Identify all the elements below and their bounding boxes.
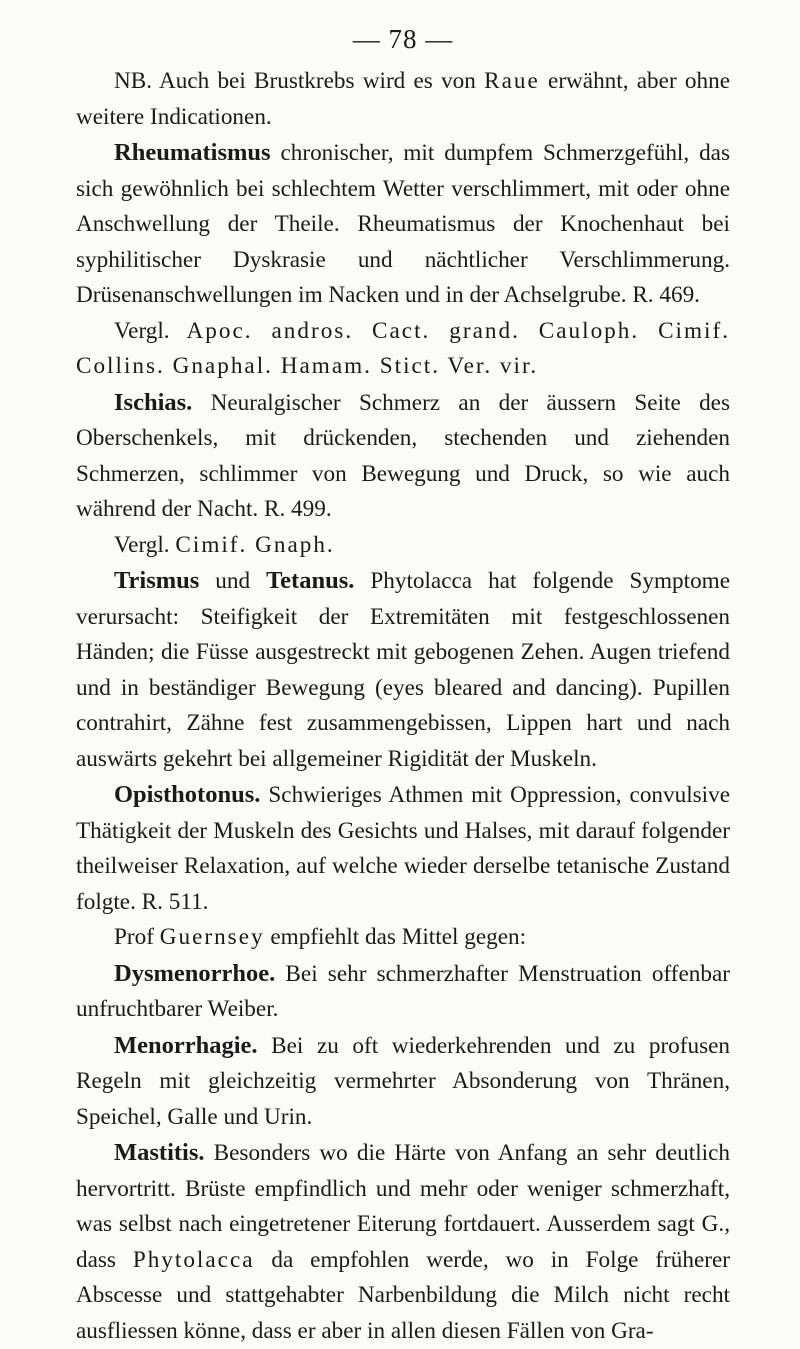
paragraph-text: Phytolacca hat folgende Symptome verursacht: Steifigkeit der Extremitäten mit festgeschlossenen Händen; die Füsse ausgestreckt mit gebogenen Zehen. Augen triefend und in beständiger Bewegung (eyes bleared and dancing). Pupillen contrahirt, Zähne fest zusammengebissen, Lippen hart und nach auswärts gekehrt bei allgemeiner Rigidität der Muskeln.	[76, 568, 730, 772]
section-term: Trismus	[114, 567, 200, 594]
spaced-name: Raue	[484, 68, 540, 94]
paragraph-guernsey	[76, 920, 730, 956]
paragraph-text: Schwieriges Athmen mit Oppression, convulsive Thätigkeit der Muskeln des Gesichts und Halses, mit darauf folgender theilweiser Relaxation, auf welche wieder derselbe tetanische Zustand folgte. R. 511.	[76, 782, 730, 915]
paragraph-text: und	[199, 568, 267, 594]
page-body	[76, 64, 730, 1349]
spaced-name: Guernsey	[159, 924, 265, 950]
section-term: Tetanus.	[266, 567, 355, 594]
paragraph-text: empfiehlt das Mittel gegen:	[264, 924, 527, 950]
paragraph-text: Neuralgischer Schmerz an der äussern Seite des Oberschenkels, mit drückenden, stechenden und ziehenden Schmerzen, schlimmer von Bewegung und Druck, so wie auch während der Nacht. R. 499.	[76, 389, 730, 522]
paragraph-text: Besonders wo die Härte von Anfang an sehr deutlich hervortritt. Brüste empfindlich und mehr oder weniger schmerzhaft, was selbst nach eingetretener Eiterung fortdauert. Ausserdem sagt G., dass	[76, 1140, 730, 1273]
paragraph-rheumatismus	[76, 135, 730, 314]
paragraph-mastitis	[76, 1135, 730, 1349]
paragraph-dysmenorrhoe	[76, 956, 730, 1028]
paragraph-vergl1	[76, 314, 730, 385]
paragraph-text: Vergl.	[114, 531, 176, 558]
page-number: — 78 —	[352, 24, 454, 54]
paragraph-text: Prof	[114, 924, 160, 950]
paragraph-text: NB. Auch bei Brustkrebs wird es von	[114, 68, 485, 94]
spaced-name: Apoc. andros. Cact. grand. Cauloph. Cimif. Collins. Gnaphal. Hamam. Stict. Ver. vir.	[76, 317, 731, 379]
paragraph-opisthotonus	[76, 777, 730, 920]
section-term: Menorrhagie.	[114, 1031, 258, 1059]
paragraph-text: Vergl.	[114, 317, 187, 344]
spaced-name: Phytolacca	[132, 1246, 255, 1273]
paragraph-text: Bei sehr schmerzhafter Menstruation offenbar unfruchtbarer Weiber.	[76, 960, 730, 1022]
paragraph-text: Bei zu oft wiederkehrenden und zu profusen Regeln mit gleichzeitig vermehrter Absonderung von Thränen, Speichel, Galle und Urin.	[76, 1032, 730, 1130]
section-term: Dysmenorrhoe.	[114, 959, 276, 987]
paragraph-ischias	[76, 385, 730, 528]
paragraph-trismus	[76, 563, 730, 777]
paragraph-text: da empfohlen werde, wo in Folge früherer Abscesse und stattgehabter Narbenbildung die Milch nicht recht ausfliessen könne, dass er aber in allen diesen Fällen von Gra-	[76, 1246, 730, 1344]
section-term: Rheumatismus	[114, 139, 271, 166]
section-term: Ischias.	[114, 388, 193, 416]
paragraph-text: erwähnt, aber ohne weitere Indicationen.	[76, 68, 730, 130]
paragraph-text: chronischer, mit dumpfem Schmerzgefühl, das sich gewöhnlich bei schlechtem Wetter verschlimmert, mit oder ohne Anschwellung der Theile. Rheumatismus der Knochenhaut bei syphilitischer Dyskrasie und nächtlicher Verschlimmerung. Drüsenanschwellungen im Nacken und in der Achselgrube. R. 469.	[76, 140, 730, 308]
paragraph-nb	[76, 64, 730, 135]
section-term: Mastitis.	[114, 1139, 205, 1166]
spaced-name: Cimif. Gnaph.	[175, 531, 335, 558]
paragraph-menorrhagie	[76, 1028, 730, 1136]
section-term: Opisthotonus.	[114, 781, 261, 808]
paragraph-vergl2	[76, 528, 730, 564]
